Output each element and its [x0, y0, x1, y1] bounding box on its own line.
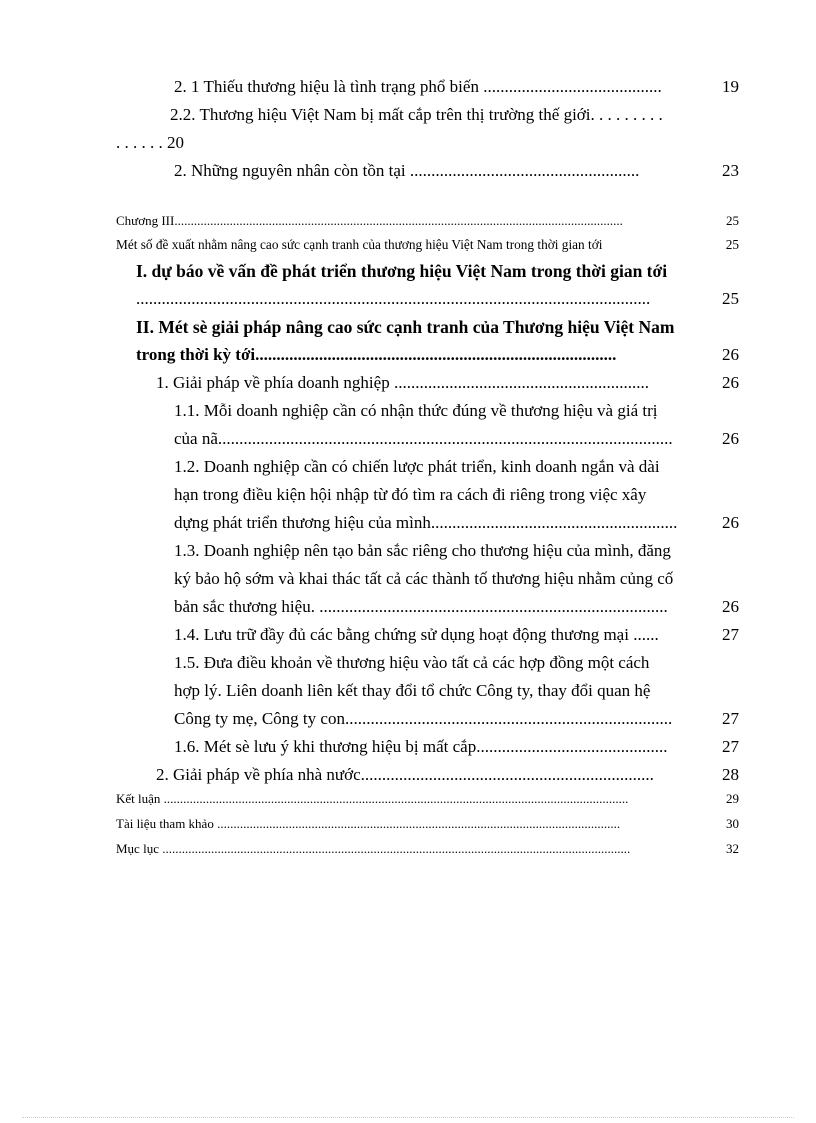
page-bottom-rule	[22, 1117, 794, 1118]
toc-entry-continuation: . . . . . . 20	[116, 133, 184, 152]
toc-entry: ký bảo hộ sớm và khai thác tất cả các thành tố thương hiệu nhằm củng cố	[174, 569, 674, 588]
toc-entry-conclusion: Kết luận ............................................................................................................................................... 29	[116, 791, 739, 806]
toc-entry: 2. Giải pháp về phía nhà nước..................................................................... 28	[156, 765, 739, 784]
toc-entry: Công ty mẹ, Công ty con............................................................................. 27	[174, 709, 739, 728]
toc-entry: hợp lý. Liên doanh liên kết thay đổi tổ chức Công ty, thay đổi quan hệ	[174, 681, 651, 700]
toc-entry: 1.3. Doanh nghiệp nên tạo bản sắc riêng cho thương hiệu của mình, đăng	[174, 541, 671, 560]
toc-section: II. Mét sè giải pháp nâng cao sức cạnh tranh của Thương hiệu Việt Nam	[136, 317, 675, 337]
toc-entry: 1.1. Mỗi doanh nghiệp cần có nhận thức đúng về thương hiệu và giá trị	[174, 401, 658, 420]
toc-entry: 1.5. Đưa điều khoản về thương hiệu vào tất cả các hợp đồng một cách	[174, 653, 650, 672]
toc-section-leader: trong thời kỳ tới..................................................................................... 26	[136, 345, 739, 364]
toc-chapter: Chương III.......................................................................................................................................... 25	[116, 213, 739, 228]
toc-entry: 1.2. Doanh nghiệp cần có chiến lược phát triển, kinh doanh ngắn và dài	[174, 457, 660, 476]
toc-chapter-title: Mét số đề xuất nhằm nâng cao sức cạnh tranh của thương hiệu Việt Nam trong thời gian tới 25	[116, 237, 739, 252]
toc-section: I. dự báo về vấn đề phát triển thương hiệu Việt Nam trong thời gian tới	[136, 261, 668, 281]
toc-entry-contents: Mục lục ................................................................................................................................................ 32	[116, 841, 739, 856]
toc-entry: 1.4. Lưu trữ đầy đủ các bằng chứng sử dụng hoạt động thương mại ...... 27	[174, 625, 739, 644]
toc-entry-references: Tài liệu tham khảo ............................................................................................................................ 30	[116, 816, 739, 831]
toc-section-leader: ......................................................................................................................... 25	[136, 289, 739, 308]
toc-entry: 2. Những nguyên nhân còn tồn tại ...................................................... 23	[174, 161, 739, 180]
toc-entry: 2.2. Thương hiệu Việt Nam bị mất cắp trên thị trường thế giới. . . . . . . . .	[170, 105, 663, 124]
toc-entry: của nã........................................................................................................... 26	[174, 429, 739, 448]
toc-entry: dựng phát triển thương hiệu của mình.......................................................... 26	[174, 513, 739, 532]
toc-entry: 1. Giải pháp về phía doanh nghiệp ............................................................ 26	[156, 373, 739, 392]
toc-entry: 2. 1 Thiếu thương hiệu là tình trạng phổ biến .......................................... 19	[174, 77, 739, 96]
toc-entry: 1.6. Mét sè lưu ý khi thương hiệu bị mất cắp............................................. 27	[174, 737, 739, 756]
toc-entry: hạn trong điều kiện hội nhập từ đó tìm ra cách đi riêng trong việc xây	[174, 485, 647, 504]
toc-entry: bản sắc thương hiệu. .................................................................................. 26	[174, 597, 739, 616]
